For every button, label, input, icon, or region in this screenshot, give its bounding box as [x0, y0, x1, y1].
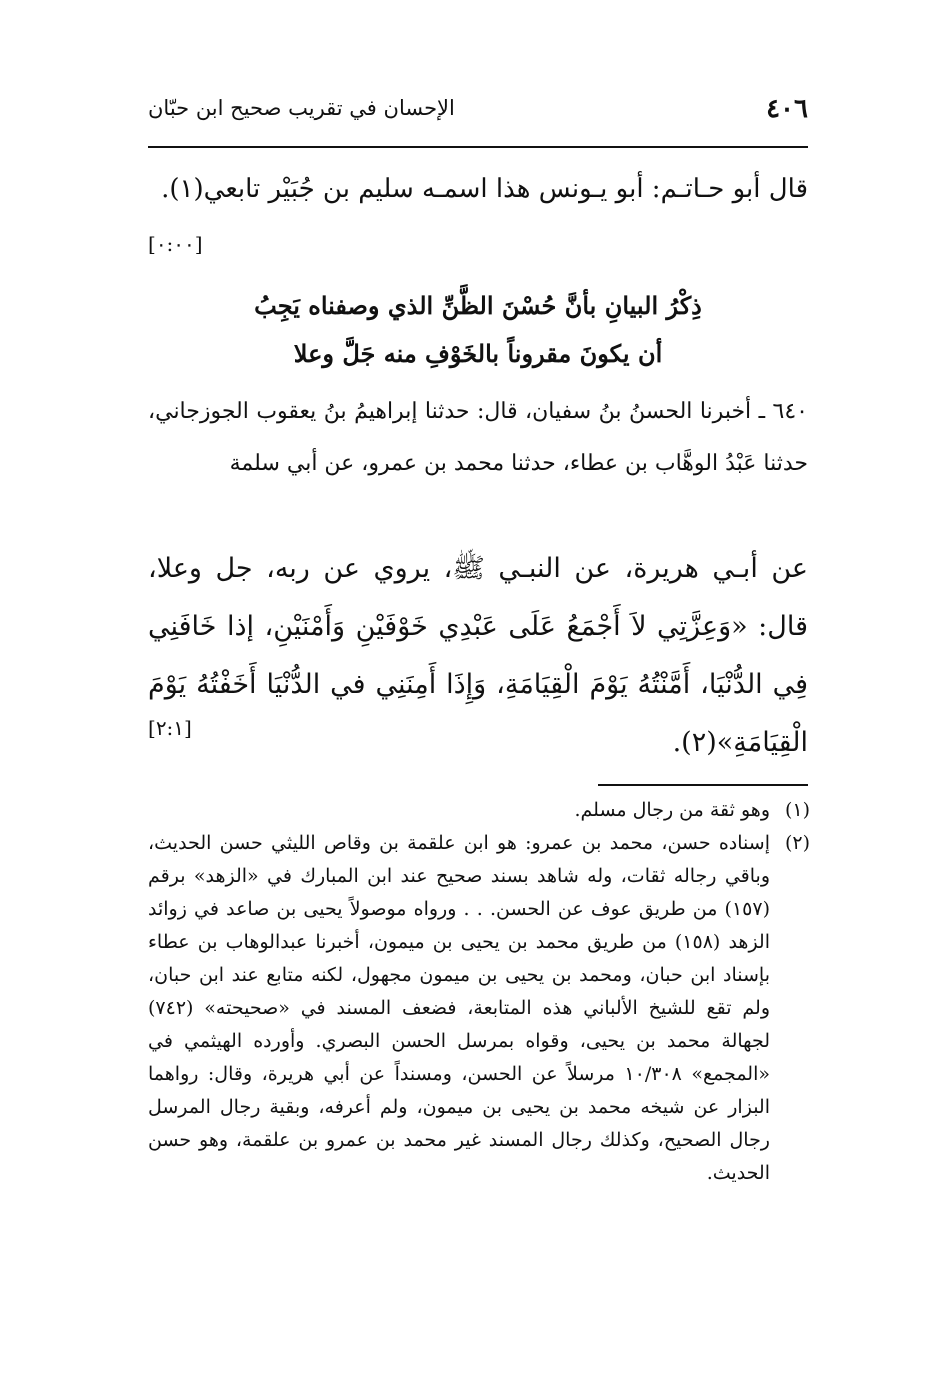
- reference-marker: [٢:١]: [148, 716, 192, 740]
- footnote-mark: (١): [784, 799, 810, 821]
- header-divider: [148, 146, 808, 148]
- section-heading: [148, 282, 808, 378]
- running-title: الإحسان في تقريب صحيح ابن حبّان: [148, 96, 455, 120]
- paragraph-abu-hatim: قال أبو حـاتـم: أبو يـونس هذا اسمـه سليم بن جُبَيْر تابعي(١).: [161, 174, 808, 204]
- footnote-text: وهو ثقة من رجال مسلم.: [574, 799, 770, 821]
- footnote: [148, 794, 810, 827]
- hadith-isnad: ٦٤٠ ـ أخبرنا الحسنُ بنُ سفيان، قال: حدثنا إبراهيمُ بنُ يعقوب الجوزجاني، حدثنا عَبْدُ الوهَّاب بن عطاء، حدثنا محمد بن عمرو، عن أبي سلمة: [148, 399, 808, 476]
- hadith-matn: عن أبـي هريرة، عن النبـي ﷺ، يروي عن ربه، جل وعلا، قال: «وَعِزَّتِي لاَ أَجْمَعُ عَلَى عَبْدِي خَوْفَيْنِ وَأَمْنَيْنِ، إذا خَافَنِي فِي الدُّنْيَا، أَمَّنْتُهُ يَوْمَ الْقِيَامَةِ، وَإِذَا أَمِنَنِي في الدُّنْيَا أَخَفْتُهُ يَوْمَ الْقِيَامَةِ»(٢).: [148, 553, 808, 758]
- page-number: ٤٠٦: [766, 94, 808, 124]
- footnote-mark: (٢): [784, 832, 810, 854]
- heading-line-2: أن يكونَ مقروناً بالخَوْفِ منه جَلَّ وعلا: [293, 339, 663, 368]
- footnote: [148, 827, 810, 1190]
- footnote-text: إسناده حسن، محمد بن عمرو: هو ابن علقمة بن وقاص الليثي حسن الحديث، وباقي رجاله ثقات، وله شاهد بسند صحيح عند ابن المبارك في «الزهد» برقم (١٥٧) من طريق عوف عن الحسن. . . ورواه موصولاً يحيى بن صاعد في زوائد الزهد (١٥٨) من طريق محمد بن يحيى بن ميمون، أخبرنا عبدالوهاب بن عطاء بإسناد ابن حبان، ومحمد بن يحيى بن ميمون مجهول، لكنه متابع عند ابن حبان، ولم تقع للشيخ الألباني هذه المتابعة، فضعف المسند في «صحيحته» (٧٤٢) لجهالة محمد بن يحيى، وقواه بمرسل الحسن البصري. وأورده الهيثمي في «المجمع» ١٠/٣٠٨ مرسلاً عن الحسن، ومسنداً عن أبي هريرة، وقال: رواهما البزار عن شيخه محمد بن يحيى بن ميمون، ولم أعرفه، وبقية رجال المرسل رجال الصحيح، وكذلك رجال المسند غير محمد بن عمرو بن علقمة، وهو حسن الحديث.: [148, 832, 770, 1184]
- page-header: [148, 88, 808, 138]
- footnotes: [148, 794, 810, 1190]
- reference-marker: [٠:٠٠]: [148, 232, 203, 256]
- footnote-divider: [598, 784, 808, 786]
- heading-line-1: ذِكْرُ البيانِ بأنَّ حُسْنَ الظَّنِّ الذي وصفناه يَجِبُ: [254, 291, 702, 320]
